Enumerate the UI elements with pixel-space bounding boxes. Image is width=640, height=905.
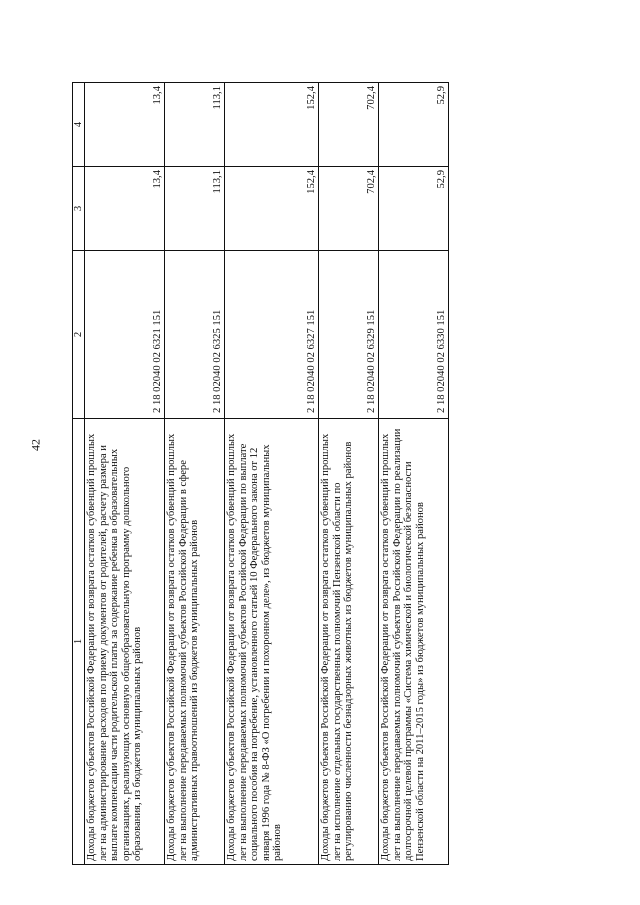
row-description: Доходы бюджетов субъектов Российской Федерации от возврата остатков субвенций прошлых лет на администрирование расходов по приему документов от родителей, расчету размера и выплате компенсации части родительской платы за содержание ребенка в образовательных организациях, реализующих основную общеобразовательную программу дошкольного образования, из бюджетов муниципальных районов [85, 419, 165, 865]
row-description: Доходы бюджетов субъектов Российской Федерации от возврата остатков субвенций прошлых лет на выполнение передаваемых полномочий субъектов Российской Федерации в сфере административных правоотношений из бюджетов муниципальных районов [165, 419, 225, 865]
table-row [319, 83, 379, 865]
page-number: 42 [28, 439, 43, 451]
header-col-2: 2 [73, 251, 85, 419]
row-code: 2 18 02040 02 6321 151 [85, 251, 165, 419]
row-col4-value: 702,4 [319, 83, 379, 167]
budget-income-table [72, 82, 449, 865]
header-col-1: 1 [73, 419, 85, 865]
table-row [165, 83, 225, 865]
row-col3-value: 52,9 [379, 167, 449, 251]
row-col4-value: 52,9 [379, 83, 449, 167]
row-col3-value: 13,4 [85, 167, 165, 251]
row-col4-value: 152,4 [225, 83, 319, 167]
row-code: 2 18 02040 02 6327 151 [225, 251, 319, 419]
row-description: Доходы бюджетов субъектов Российской Федерации от возврата остатков субвенций прошлых лет на выполнение передаваемых полномочий субъектов Российской Федерации по реализации долгосрочной целевой программы «Система химической и биологической безопасности Пензенской области на 2011–2015 годы» из бюджетов муниципальных районов [379, 419, 449, 865]
header-col-3: 3 [73, 167, 85, 251]
row-col4-value: 13,4 [85, 83, 165, 167]
row-description: Доходы бюджетов субъектов Российской Федерации от возврата остатков субвенций прошлых лет на исполнение отдельных государственных полномочий Пензенской области по регулированию численности безнадзорных животных из бюджетов муниципальных районов [319, 419, 379, 865]
row-col4-value: 113,1 [165, 83, 225, 167]
table-row [379, 83, 449, 865]
row-code: 2 18 02040 02 6329 151 [319, 251, 379, 419]
table-header-row [73, 83, 85, 865]
rotated-table-container [72, 83, 492, 865]
row-code: 2 18 02040 02 6325 151 [165, 251, 225, 419]
row-col3-value: 113,1 [165, 167, 225, 251]
row-description: Доходы бюджетов субъектов Российской Федерации от возврата остатков субвенций прошлых лет на выполнение передаваемых полномочий субъектов Российской Федерации по выплате социального пособия на погребение, установленного статьей 10 Федерального закона от 12 января 1996 года № 8-ФЗ «О погребении и похоронном деле», из бюджетов муниципальных районов [225, 419, 319, 865]
row-col3-value: 152,4 [225, 167, 319, 251]
row-code: 2 18 02040 02 6330 151 [379, 251, 449, 419]
table-row [225, 83, 319, 865]
header-col-4: 4 [73, 83, 85, 167]
row-col3-value: 702,4 [319, 167, 379, 251]
table-row [85, 83, 165, 865]
